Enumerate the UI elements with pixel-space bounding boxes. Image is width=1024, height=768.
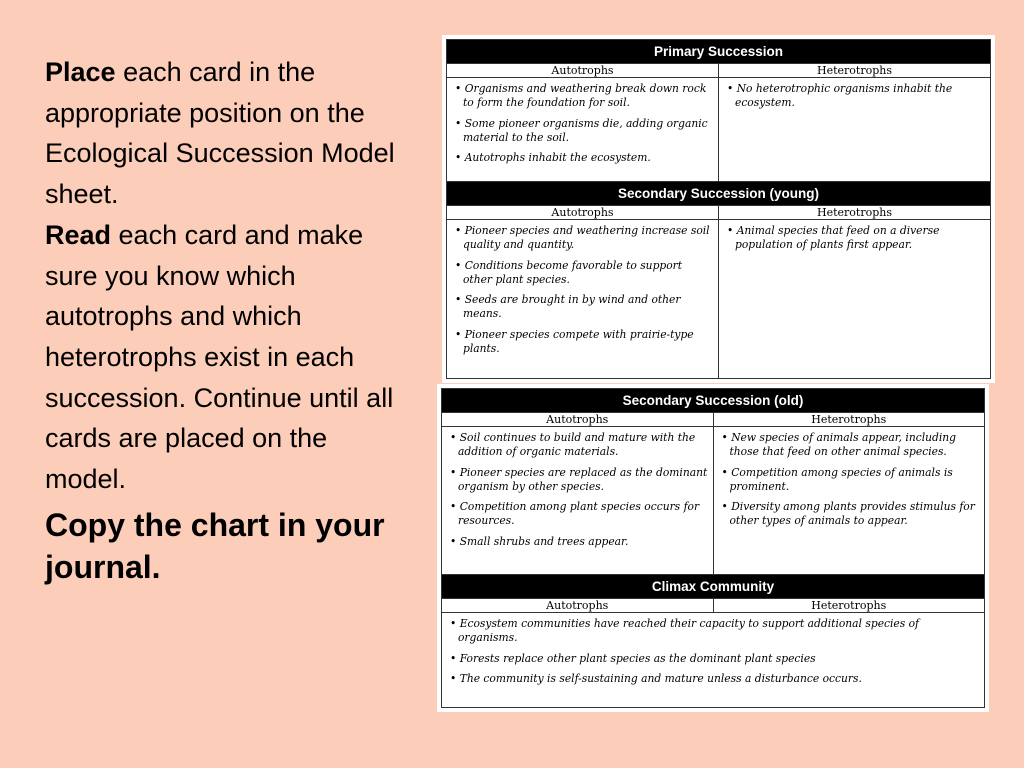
young-autotrophs-cell — [447, 220, 719, 379]
bullet-item: • Organisms and weathering break down rock to form the foundation for soil. — [453, 82, 714, 111]
read-text: each card and make sure you know which autotrophs and which heterotrophs exist in each succession. Continue until all cards are placed on the model. — [45, 219, 394, 495]
succession-table-2 — [441, 388, 985, 708]
bullet-item: • Soil continues to build and mature with the addition of organic materials. — [448, 431, 709, 460]
primary-succession-header: Primary Succession — [447, 40, 991, 64]
primary-autotrophs-cell — [447, 78, 719, 182]
old-heterotrophs-heading: Heterotrophs — [713, 413, 985, 427]
old-autotrophs-list — [442, 427, 713, 557]
bullet-item: • Competition among species of animals is prominent. — [720, 466, 981, 495]
bullet-item: • Some pioneer organisms die, adding organic material to the soil. — [453, 117, 714, 146]
place-keyword: Place — [45, 57, 116, 87]
primary-autotrophs-heading: Autotrophs — [447, 64, 719, 78]
bullet-item: • Animal species that feed on a diverse population of plants first appear. — [725, 224, 986, 253]
place-instruction — [45, 52, 395, 215]
primary-heterotrophs-list — [719, 78, 990, 119]
secondary-old-header: Secondary Succession (old) — [442, 389, 985, 413]
old-heterotrophs-list — [714, 427, 985, 537]
primary-autotrophs-list — [447, 78, 718, 173]
bullet-item: • Conditions become favorable to support other plant species. — [453, 259, 714, 288]
young-heterotrophs-cell — [719, 220, 991, 379]
bullet-item: • No heterotrophic organisms inhabit the ecosystem. — [725, 82, 986, 111]
bullet-item: • Pioneer species compete with prairie-type plants. — [453, 328, 714, 357]
climax-heterotrophs-heading: Heterotrophs — [713, 599, 985, 613]
old-autotrophs-heading: Autotrophs — [442, 413, 714, 427]
old-autotrophs-cell — [442, 427, 714, 575]
bullet-item: • New species of animals appear, including those that feed on other animal species. — [720, 431, 981, 460]
young-autotrophs-heading: Autotrophs — [447, 206, 719, 220]
climax-community-header: Climax Community — [442, 575, 985, 599]
read-instruction — [45, 215, 395, 500]
secondary-young-header: Secondary Succession (young) — [447, 182, 991, 206]
climax-autotrophs-heading: Autotrophs — [442, 599, 714, 613]
bullet-item: • Autotrophs inhabit the ecosystem. — [453, 151, 714, 165]
bullet-item: • Ecosystem communities have reached their capacity to support additional species of organisms. — [448, 617, 980, 646]
read-keyword: Read — [45, 219, 112, 250]
place-text: each card in the appropriate position on the Ecological Succession Model sheet. — [45, 57, 395, 210]
bullet-item: • Pioneer species and weathering increase soil quality and quantity. — [453, 224, 714, 253]
instructions-text — [45, 52, 395, 588]
succession-card-1 — [442, 35, 995, 383]
copy-instruction: Copy the chart in your journal. — [45, 506, 385, 585]
succession-card-2 — [437, 384, 989, 712]
young-heterotrophs-heading: Heterotrophs — [719, 206, 991, 220]
primary-heterotrophs-heading: Heterotrophs — [719, 64, 991, 78]
bullet-item: • Pioneer species are replaced as the dominant organism by other species. — [448, 466, 709, 495]
climax-items-list — [442, 613, 984, 694]
bullet-item: • The community is self-sustaining and mature unless a disturbance occurs. — [448, 672, 980, 686]
young-heterotrophs-list — [719, 220, 990, 261]
old-heterotrophs-cell — [713, 427, 985, 575]
young-autotrophs-list — [447, 220, 718, 364]
bullet-item: • Seeds are brought in by wind and other means. — [453, 293, 714, 322]
climax-items-cell — [442, 613, 985, 708]
bullet-item: • Forests replace other plant species as the dominant plant species — [448, 652, 980, 666]
bullet-item: • Diversity among plants provides stimulus for other types of animals to appear. — [720, 500, 981, 529]
primary-heterotrophs-cell — [719, 78, 991, 182]
bullet-item: • Competition among plant species occurs for resources. — [448, 500, 709, 529]
bullet-item: • Small shrubs and trees appear. — [448, 535, 709, 549]
succession-table-1 — [446, 39, 991, 379]
